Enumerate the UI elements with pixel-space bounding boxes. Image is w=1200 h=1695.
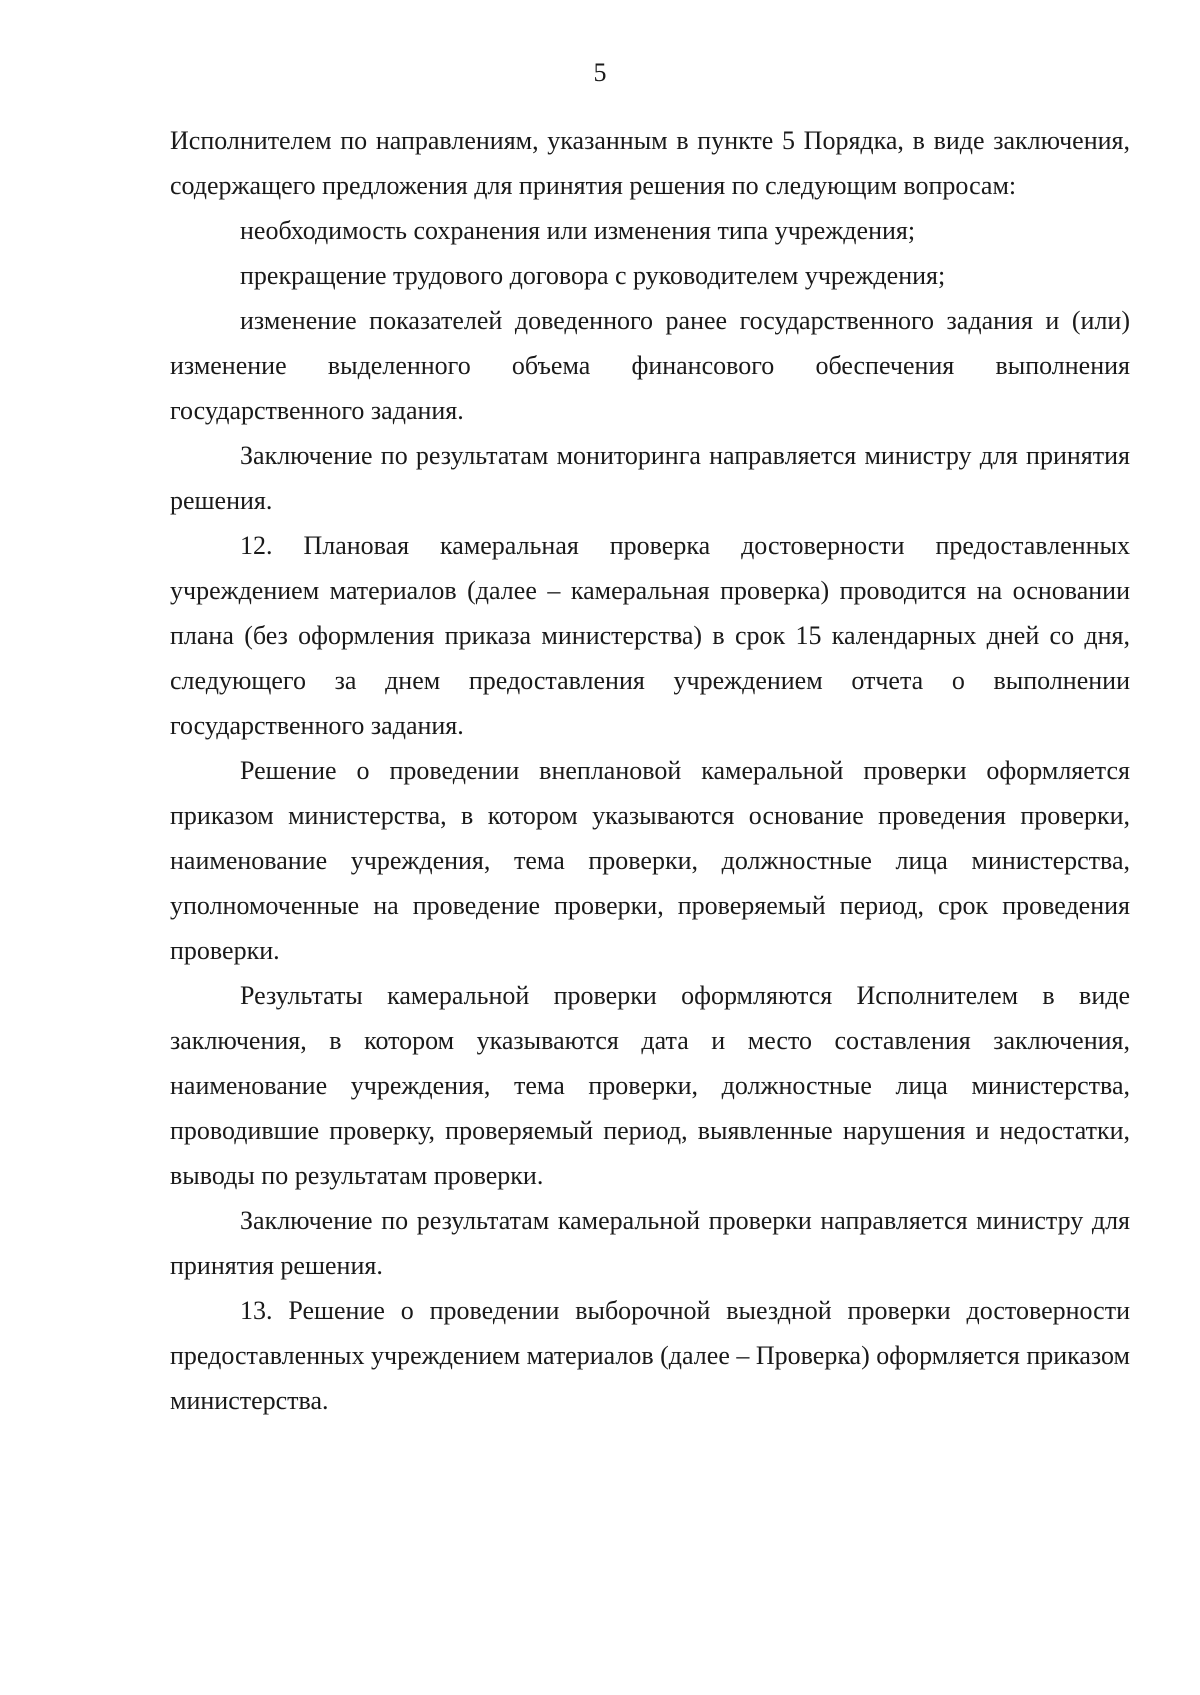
paragraph: 12. Плановая камеральная проверка достоверности предоставленных учреждением материалов (далее – камеральная проверка) проводится на основании плана (без оформления приказа министерства) в срок 15 календарных дней со дня, следующего за днем предоставления учреждением отчета о выполнении государственного задания. [170, 531, 1130, 740]
list-item: изменение показателей доведенного ранее государственного задания и (или) изменение выделенного объема финансового обеспечения выполнения государственного задания. [170, 306, 1130, 425]
paragraph: 13. Решение о проведении выборочной выездной проверки достоверности предоставленных учреждением материалов (далее – Проверка) оформляется приказом министерства. [170, 1296, 1130, 1415]
list-item: необходимость сохранения или изменения типа учреждения; [240, 216, 916, 245]
paragraph: Заключение по результатам камеральной проверки направляется министру для принятия решения. [170, 1206, 1130, 1280]
paragraph: Результаты камеральной проверки оформляются Исполнителем в виде заключения, в котором указываются дата и место составления заключения, наименование учреждения, тема проверки, должностные лица министерства, проводившие проверку, проверяемый период, выявленные нарушения и недостатки, выводы по результатам проверки. [170, 981, 1130, 1190]
paragraph: Решение о проведении внеплановой камеральной проверки оформляется приказом министерства, в котором указываются основание проведения проверки, наименование учреждения, тема проверки, должностные лица министерства, уполномоченные на проведение проверки, проверяемый период, срок проведения проверки. [170, 756, 1130, 965]
list-item: прекращение трудового договора с руководителем учреждения; [240, 261, 946, 290]
paragraph: Заключение по результатам мониторинга направляется министру для принятия решения. [170, 441, 1130, 515]
document-body [170, 118, 1130, 1423]
page-number: 5 [593, 58, 607, 87]
paragraph: Исполнителем по направлениям, указанным в пункте 5 Порядка, в виде заключения, содержащего предложения для принятия решения по следующим вопросам: [170, 126, 1130, 200]
